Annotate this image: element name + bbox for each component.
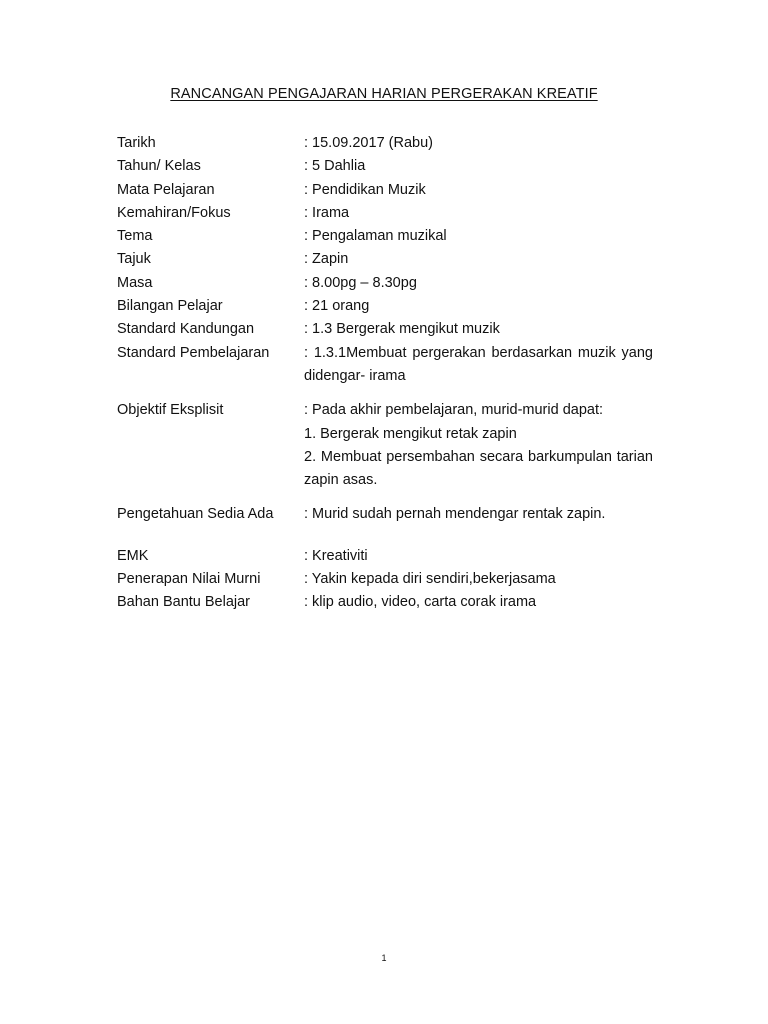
row-penerapan-nilai-murni (117, 568, 653, 591)
row-label: Bilangan Pelajar (117, 298, 223, 315)
row-tahun-kelas (117, 155, 653, 178)
row-label: Pengetahuan Sedia Ada (117, 506, 274, 523)
row-value-line: : 1.3 Bergerak mengikut muzik (304, 321, 500, 338)
row-label: Tema (117, 228, 153, 245)
row-bilangan-pelajar (117, 295, 653, 318)
row-tarikh (117, 132, 653, 155)
row-value-line: : Murid sudah pernah mendengar rentak zapin. (304, 506, 606, 523)
row-value-line: : Pengalaman muzikal (304, 228, 447, 245)
row-value (304, 225, 653, 248)
row-value-line: : Yakin kepada diri sendiri,bekerjasama (304, 571, 556, 588)
row-value-line: : 21 orang (304, 298, 370, 315)
row-emk (117, 545, 653, 568)
row-value (304, 545, 653, 568)
row-tajuk (117, 248, 653, 271)
row-value-line: : 5 Dahlia (304, 158, 366, 175)
row-label: Objektif Eksplisit (117, 402, 224, 419)
row-value-line: : klip audio, video, carta corak irama (304, 594, 537, 611)
row-value (304, 132, 653, 155)
row-value (304, 342, 653, 389)
row-label: Standard Kandungan (117, 321, 255, 338)
row-value-line: : 1.3.1Membuat pergerakan berdasarkan muzik yang didengar- irama (304, 344, 653, 384)
row-pengetahuan-sedia-ada (117, 503, 653, 526)
row-value (304, 155, 653, 178)
row-label: Bahan Bantu Belajar (117, 594, 251, 611)
row-objektif-eksplisit (117, 399, 653, 492)
row-label: Mata Pelajaran (117, 181, 215, 198)
page-number: 1 (381, 953, 387, 963)
row-value (304, 318, 653, 341)
row-standard-kandungan (117, 318, 653, 341)
row-value (304, 202, 653, 225)
row-mata-pelajaran (117, 179, 653, 202)
row-value-line: : Zapin (304, 251, 349, 268)
row-value (304, 568, 653, 591)
row-value (304, 272, 653, 295)
row-value-line: : Irama (304, 204, 350, 221)
row-value-line: : 8.00pg – 8.30pg (304, 274, 417, 291)
row-bahan-bantu-belajar (117, 591, 653, 614)
row-masa (117, 272, 653, 295)
row-label: Tarikh (117, 135, 156, 151)
row-value (304, 399, 653, 492)
row-value (304, 591, 653, 614)
lesson-details (117, 132, 653, 615)
row-value-line: : 15.09.2017 (Rabu) (304, 135, 433, 151)
row-value-line: 2. Membuat persembahan secara barkumpulan tarian zapin asas. (304, 448, 653, 489)
row-value (304, 295, 653, 318)
row-value-line: : Pada akhir pembelajaran, murid-murid dapat: (304, 402, 604, 419)
row-label: Penerapan Nilai Murni (117, 571, 261, 588)
row-label: Tahun/ Kelas (117, 158, 201, 175)
row-label: Masa (117, 274, 153, 291)
row-label: Standard Pembelajaran (117, 344, 270, 361)
row-value (304, 503, 653, 526)
row-tema (117, 225, 653, 248)
row-label: EMK (117, 547, 149, 564)
document-title: RANCANGAN PENGAJARAN HARIAN PERGERAKAN KREATIF (170, 86, 598, 102)
row-label: Kemahiran/Fokus (117, 204, 231, 221)
row-value-line: : Kreativiti (304, 547, 368, 564)
row-value (304, 248, 653, 271)
row-value (304, 179, 653, 202)
row-label: Tajuk (117, 251, 151, 268)
row-value-line: 1. Bergerak mengikut retak zapin (304, 425, 517, 442)
row-value-line: : Pendidikan Muzik (304, 181, 426, 198)
row-kemahiran-fokus (117, 202, 653, 225)
row-standard-pembelajaran (117, 342, 653, 389)
